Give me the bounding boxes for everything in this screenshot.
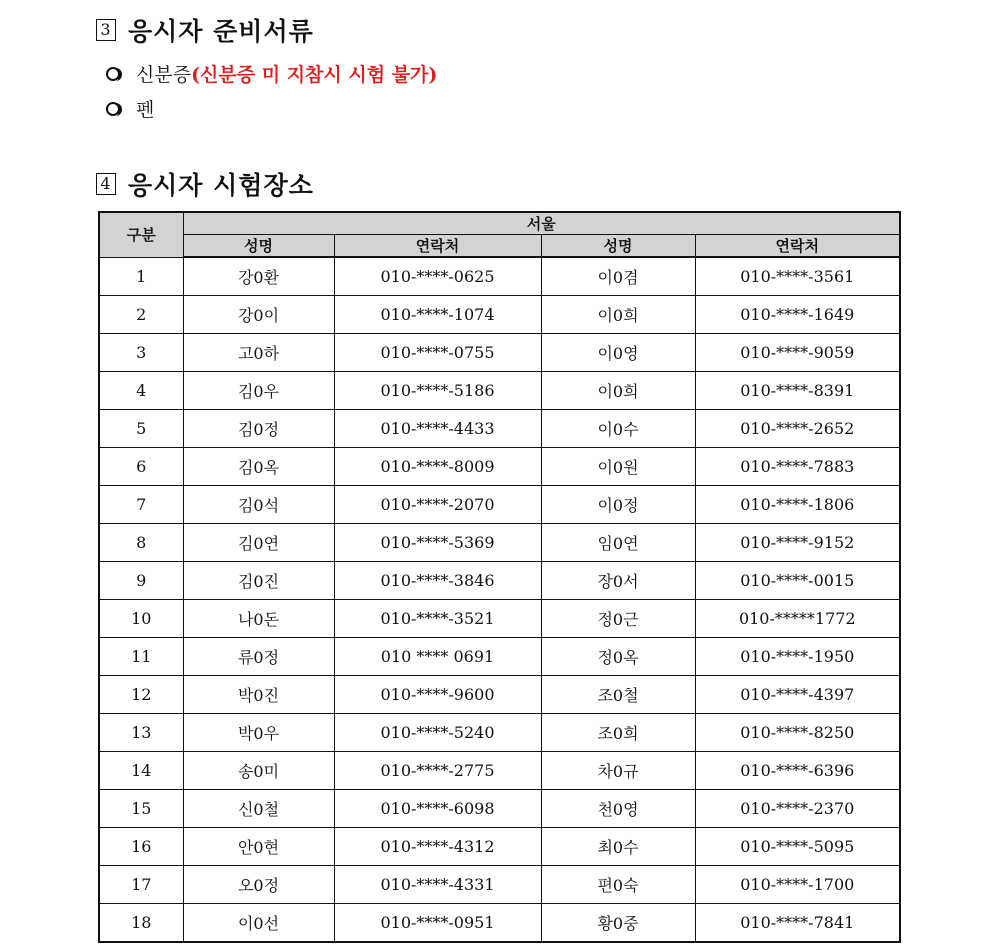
name-cell: 편0숙 bbox=[541, 866, 695, 904]
name-cell: 이0원 bbox=[541, 448, 695, 486]
contact-cell: 010-****-8250 bbox=[695, 714, 900, 752]
table-row bbox=[99, 372, 900, 410]
row-number: 9 bbox=[99, 562, 183, 600]
name-cell: 장0서 bbox=[541, 562, 695, 600]
name-cell: 최0수 bbox=[541, 828, 695, 866]
name-cell: 조0철 bbox=[541, 676, 695, 714]
contact-cell: 010-****-2652 bbox=[695, 410, 900, 448]
row-number: 8 bbox=[99, 524, 183, 562]
row-number: 4 bbox=[99, 372, 183, 410]
table-body bbox=[99, 257, 900, 942]
contact-cell: 010-****-4397 bbox=[695, 676, 900, 714]
name-cell: 송0미 bbox=[183, 752, 334, 790]
name-cell: 정0옥 bbox=[541, 638, 695, 676]
name-cell: 김0우 bbox=[183, 372, 334, 410]
contact-cell: 010-****-2775 bbox=[334, 752, 541, 790]
item-text: 펜 bbox=[136, 99, 155, 121]
section-3-heading bbox=[96, 12, 314, 48]
contact-cell: 010 **** 0691 bbox=[334, 638, 541, 676]
name-cell: 차0규 bbox=[541, 752, 695, 790]
name-cell: 신0철 bbox=[183, 790, 334, 828]
contact-cell: 010-****-4312 bbox=[334, 828, 541, 866]
contact-cell: 010-****-6396 bbox=[695, 752, 900, 790]
row-number: 11 bbox=[99, 638, 183, 676]
table-row bbox=[99, 524, 900, 562]
table-row bbox=[99, 752, 900, 790]
contact-cell: 010-*****1772 bbox=[695, 600, 900, 638]
contact-cell: 010-****-1700 bbox=[695, 866, 900, 904]
circle-bullet-icon bbox=[106, 102, 120, 116]
name-cell: 강0이 bbox=[183, 296, 334, 334]
row-number: 10 bbox=[99, 600, 183, 638]
contact-cell: 010-****-8391 bbox=[695, 372, 900, 410]
contact-cell: 010-****-3846 bbox=[334, 562, 541, 600]
name-cell: 박0진 bbox=[183, 676, 334, 714]
table-row bbox=[99, 257, 900, 296]
name-cell: 천0영 bbox=[541, 790, 695, 828]
name-cell: 이0희 bbox=[541, 372, 695, 410]
row-number: 3 bbox=[99, 334, 183, 372]
name-cell: 김0옥 bbox=[183, 448, 334, 486]
name-cell: 김0석 bbox=[183, 486, 334, 524]
contact-cell: 010-****-0015 bbox=[695, 562, 900, 600]
header-gubun: 구분 bbox=[99, 212, 183, 257]
contact-cell: 010-****-1950 bbox=[695, 638, 900, 676]
header-contact-1: 연락처 bbox=[334, 235, 541, 258]
row-number: 18 bbox=[99, 904, 183, 943]
contact-cell: 010-****-4331 bbox=[334, 866, 541, 904]
contact-cell: 010-****-5369 bbox=[334, 524, 541, 562]
contact-cell: 010-****-1074 bbox=[334, 296, 541, 334]
name-cell: 나0돈 bbox=[183, 600, 334, 638]
table-row bbox=[99, 334, 900, 372]
header-name-1: 성명 bbox=[183, 235, 334, 258]
table-row bbox=[99, 486, 900, 524]
name-cell: 김0연 bbox=[183, 524, 334, 562]
contact-cell: 010-****-2370 bbox=[695, 790, 900, 828]
list-item-pen bbox=[106, 95, 154, 122]
name-cell: 이0겸 bbox=[541, 257, 695, 296]
contact-cell: 010-****-1649 bbox=[695, 296, 900, 334]
table-row bbox=[99, 790, 900, 828]
section-number-box: 3 bbox=[96, 19, 116, 41]
table-row bbox=[99, 828, 900, 866]
row-number: 12 bbox=[99, 676, 183, 714]
contact-cell: 010-****-6098 bbox=[334, 790, 541, 828]
name-cell: 이0정 bbox=[541, 486, 695, 524]
contact-cell: 010-****-9059 bbox=[695, 334, 900, 372]
row-number: 13 bbox=[99, 714, 183, 752]
contact-cell: 010-****-9152 bbox=[695, 524, 900, 562]
circle-bullet-icon bbox=[106, 67, 120, 81]
contact-cell: 010-****-4433 bbox=[334, 410, 541, 448]
name-cell: 이0선 bbox=[183, 904, 334, 943]
contact-cell: 010-****-0625 bbox=[334, 257, 541, 296]
contact-cell: 010-****-5240 bbox=[334, 714, 541, 752]
name-cell: 조0희 bbox=[541, 714, 695, 752]
name-cell: 안0현 bbox=[183, 828, 334, 866]
name-cell: 오0정 bbox=[183, 866, 334, 904]
name-cell: 박0우 bbox=[183, 714, 334, 752]
row-number: 16 bbox=[99, 828, 183, 866]
contact-cell: 010-****-2070 bbox=[334, 486, 541, 524]
table-row bbox=[99, 296, 900, 334]
row-number: 17 bbox=[99, 866, 183, 904]
contact-cell: 010-****-5186 bbox=[334, 372, 541, 410]
name-cell: 정0근 bbox=[541, 600, 695, 638]
row-number: 15 bbox=[99, 790, 183, 828]
header-region: 서울 bbox=[183, 212, 900, 235]
name-cell: 이0영 bbox=[541, 334, 695, 372]
item-text: 신분증 bbox=[136, 64, 192, 86]
row-number: 1 bbox=[99, 257, 183, 296]
contact-cell: 010-****-9600 bbox=[334, 676, 541, 714]
contact-cell: 010-****-0755 bbox=[334, 334, 541, 372]
section-number-box: 4 bbox=[96, 173, 116, 195]
table-row bbox=[99, 714, 900, 752]
contact-cell: 010-****-3561 bbox=[695, 257, 900, 296]
row-number: 14 bbox=[99, 752, 183, 790]
name-cell: 강0환 bbox=[183, 257, 334, 296]
section-4-heading bbox=[96, 166, 314, 202]
name-cell: 김0진 bbox=[183, 562, 334, 600]
name-cell: 황0중 bbox=[541, 904, 695, 943]
table-row bbox=[99, 562, 900, 600]
name-cell: 이0수 bbox=[541, 410, 695, 448]
name-cell: 류0정 bbox=[183, 638, 334, 676]
contact-cell: 010-****-0951 bbox=[334, 904, 541, 943]
table-row bbox=[99, 410, 900, 448]
header-name-2: 성명 bbox=[541, 235, 695, 258]
section-title-text: 응시자 시험장소 bbox=[128, 171, 314, 200]
exam-roster-table bbox=[98, 211, 901, 943]
contact-cell: 010-****-5095 bbox=[695, 828, 900, 866]
item-warning: (신분증 미 지참시 시험 불가) bbox=[191, 64, 438, 86]
contact-cell: 010-****-1806 bbox=[695, 486, 900, 524]
table-row bbox=[99, 600, 900, 638]
contact-cell: 010-****-3521 bbox=[334, 600, 541, 638]
list-item-id-card bbox=[106, 60, 437, 87]
contact-cell: 010-****-7883 bbox=[695, 448, 900, 486]
section-title-text: 응시자 준비서류 bbox=[128, 17, 314, 46]
name-cell: 고0하 bbox=[183, 334, 334, 372]
table-row bbox=[99, 866, 900, 904]
contact-cell: 010-****-7841 bbox=[695, 904, 900, 943]
name-cell: 임0연 bbox=[541, 524, 695, 562]
name-cell: 이0희 bbox=[541, 296, 695, 334]
row-number: 6 bbox=[99, 448, 183, 486]
table-row bbox=[99, 448, 900, 486]
row-number: 7 bbox=[99, 486, 183, 524]
name-cell: 김0정 bbox=[183, 410, 334, 448]
table-row bbox=[99, 904, 900, 943]
row-number: 2 bbox=[99, 296, 183, 334]
row-number: 5 bbox=[99, 410, 183, 448]
contact-cell: 010-****-8009 bbox=[334, 448, 541, 486]
table-row bbox=[99, 676, 900, 714]
header-contact-2: 연락처 bbox=[695, 235, 900, 258]
table-row bbox=[99, 638, 900, 676]
